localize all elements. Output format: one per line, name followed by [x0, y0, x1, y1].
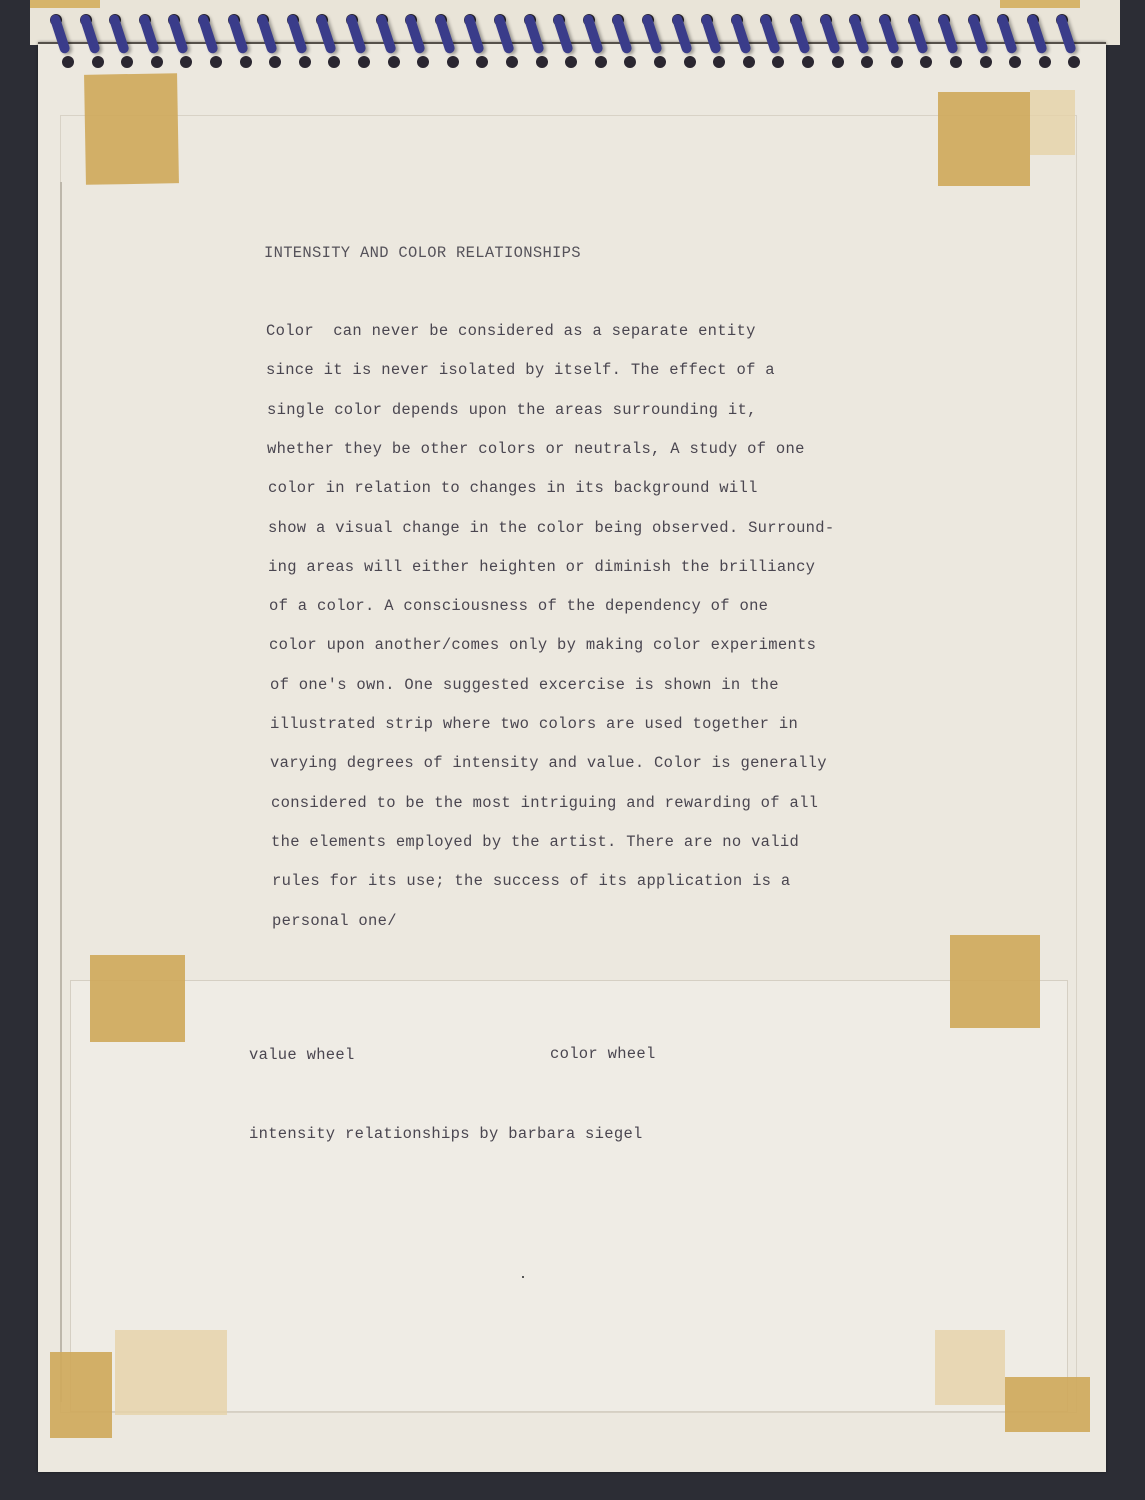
binding-hole — [950, 56, 962, 68]
body-line: since it is never isolated by itself. The effect of a — [266, 361, 775, 380]
tape — [935, 1330, 1005, 1405]
body-line: show a visual change in the color being observed. Surround- — [268, 518, 835, 537]
tape — [115, 1330, 227, 1415]
underlying-page — [30, 0, 1120, 45]
body-line: considered to be the most intriguing and rewarding of all — [271, 793, 819, 812]
binding-hole — [743, 56, 755, 68]
value-wheel-label: value wheel — [249, 1046, 355, 1064]
tape — [30, 0, 100, 8]
tape — [1030, 90, 1075, 155]
tape — [90, 955, 185, 1042]
body-line: illustrated strip where two colors are used together in — [270, 715, 799, 733]
binding-hole — [891, 56, 903, 68]
body-line: color upon another/comes only by making color experiments — [269, 636, 817, 655]
body-line: ing areas will either heighten or diminish the brilliancy — [268, 557, 816, 576]
document-title: INTENSITY AND COLOR RELATIONSHIPS — [264, 244, 581, 262]
body-line: of one's own. One suggested excercise is shown in the — [270, 675, 779, 694]
sheet-edge — [60, 182, 62, 1402]
credit-line: intensity relationships by barbara siegel — [249, 1125, 643, 1143]
color-wheel-label: color wheel — [550, 1045, 656, 1063]
binding-hole — [299, 56, 311, 68]
binding-hole — [447, 56, 459, 68]
binding-hole — [92, 56, 104, 68]
body-line: single color depends upon the areas surrounding it, — [267, 400, 757, 419]
body-line: whether they be other colors or neutrals, A study of one — [267, 439, 805, 458]
body-line: Color can never be considered as a separate entity — [266, 322, 756, 340]
tape — [50, 1352, 112, 1438]
body-line: the elements employed by the artist. There are no valid — [271, 832, 800, 851]
tape — [1005, 1377, 1090, 1432]
binding-hole — [62, 56, 74, 68]
binding-hole — [536, 56, 548, 68]
body-line: of a color. A consciousness of the dependency of one — [269, 597, 769, 616]
binding-hole — [151, 56, 163, 68]
binding-hole — [980, 56, 992, 68]
binding-hole — [358, 56, 370, 68]
tape — [938, 92, 1030, 186]
tape — [84, 73, 179, 185]
binding-hole — [388, 56, 400, 68]
binding-hole — [1039, 56, 1051, 68]
binding-hole — [832, 56, 844, 68]
body-line: rules for its use; the success of its application is a — [272, 872, 791, 891]
body-line: color in relation to changes in its background will — [268, 479, 758, 498]
binding-hole — [210, 56, 222, 68]
binding-hole — [240, 56, 252, 68]
speck — [522, 1276, 524, 1278]
tape — [1000, 0, 1080, 8]
binding-hole — [802, 56, 814, 68]
body-line: varying degrees of intensity and value. Color is generally — [270, 754, 827, 773]
binding-hole — [654, 56, 666, 68]
binding-hole — [506, 56, 518, 68]
tape — [950, 935, 1040, 1028]
binding-hole — [684, 56, 696, 68]
binding-hole — [595, 56, 607, 68]
body-line: personal one/ — [272, 911, 397, 930]
